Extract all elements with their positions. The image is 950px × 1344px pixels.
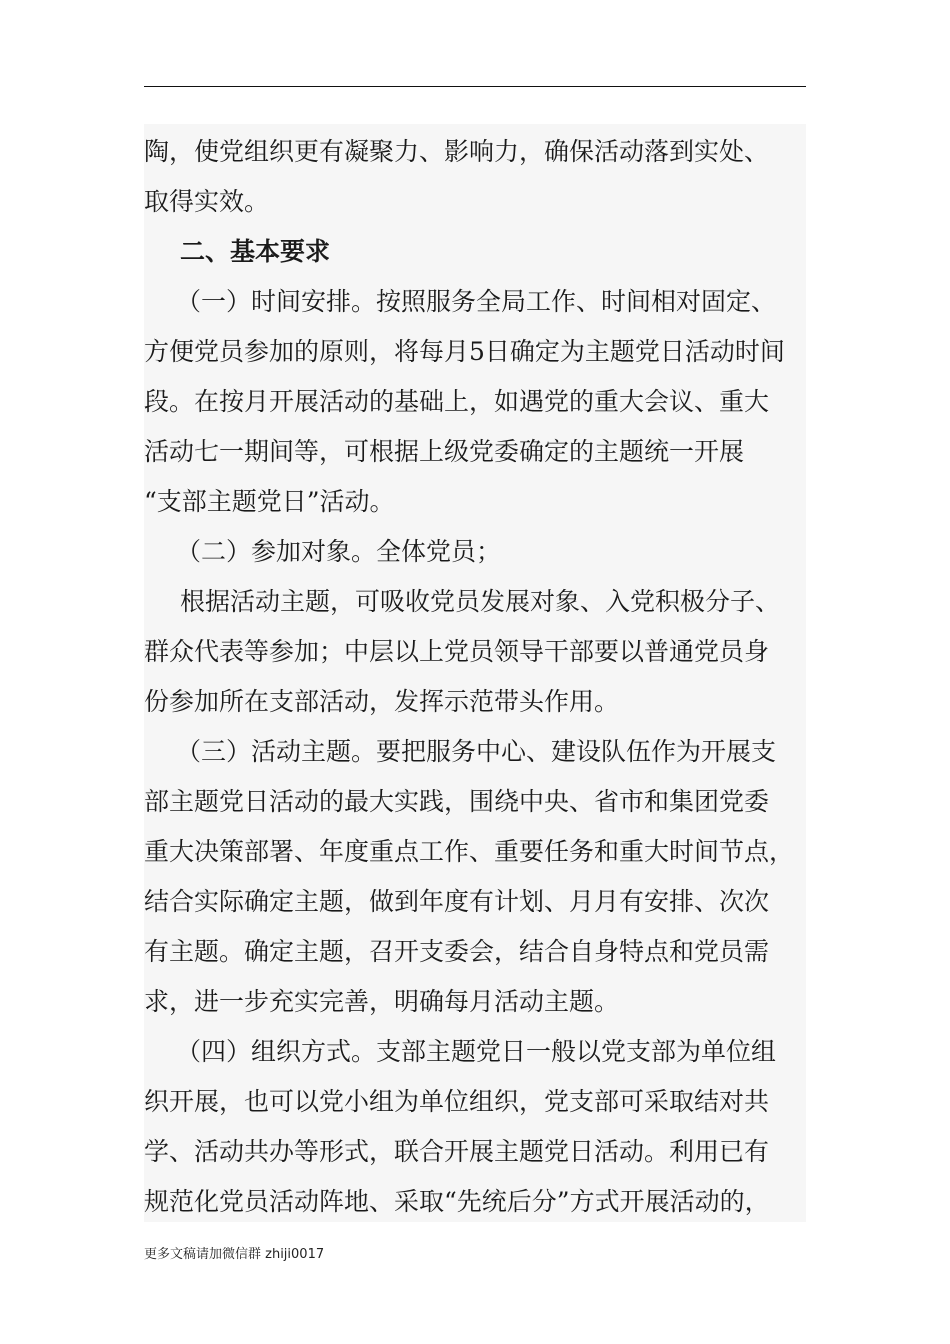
body-line: （三）活动主题。要把服务中心、建设队伍作为开展支 <box>176 737 777 766</box>
body-line: 织开展，也可以党小组为单位组织，党支部可采取结对共 <box>144 1087 770 1116</box>
body-line: 部主题党日活动的最大实践，围绕中央、省市和集团党委 <box>144 787 770 816</box>
body-line: 段。在按月开展活动的基础上，如遇党的重大会议、重大 <box>144 387 770 416</box>
body-line: 结合实际确定主题，做到年度有计划、月月有安排、次次 <box>144 887 770 916</box>
page-footer: 更多文稿请加微信群 zhiji0017 <box>144 1247 325 1262</box>
body-line: 陶，使党组织更有凝聚力、影响力，确保活动落到实处、 <box>144 137 770 166</box>
body-line: 份参加所在支部活动，发挥示范带头作用。 <box>144 687 620 716</box>
body-line: （二）参加对象。全体党员； <box>176 537 502 566</box>
document-body <box>144 124 806 1222</box>
body-line: 方便党员参加的原则，将每月5日确定为主题党日活动时间 <box>144 337 785 366</box>
body-line: 根据活动主题，可吸收党员发展对象、入党积极分子、 <box>180 587 781 616</box>
body-line: 规范化党员活动阵地、采取“先统后分”方式开展活动的， <box>144 1187 770 1216</box>
body-line: （四）组织方式。支部主题党日一般以党支部为单位组 <box>176 1037 777 1066</box>
body-line: （一）时间安排。按照服务全局工作、时间相对固定、 <box>176 287 777 316</box>
body-line: 学、活动共办等形式，联合开展主题党日活动。利用已有 <box>144 1137 770 1166</box>
header-rule <box>144 86 806 87</box>
body-line: 求，进一步充实完善，明确每月活动主题。 <box>144 987 620 1016</box>
body-line: 取得实效。 <box>144 187 270 216</box>
body-line: “支部主题党日”活动。 <box>144 487 395 516</box>
body-line: 重大决策部署、年度重点工作、重要任务和重大时间节点， <box>144 837 795 866</box>
body-line: 有主题。确定主题，召开支委会，结合自身特点和党员需 <box>144 937 770 966</box>
body-line: 活动七一期间等，可根据上级党委确定的主题统一开展 <box>144 437 745 466</box>
body-line: 群众代表等参加；中层以上党员领导干部要以普通党员身 <box>144 637 770 666</box>
section-heading: 二、基本要求 <box>180 237 331 266</box>
